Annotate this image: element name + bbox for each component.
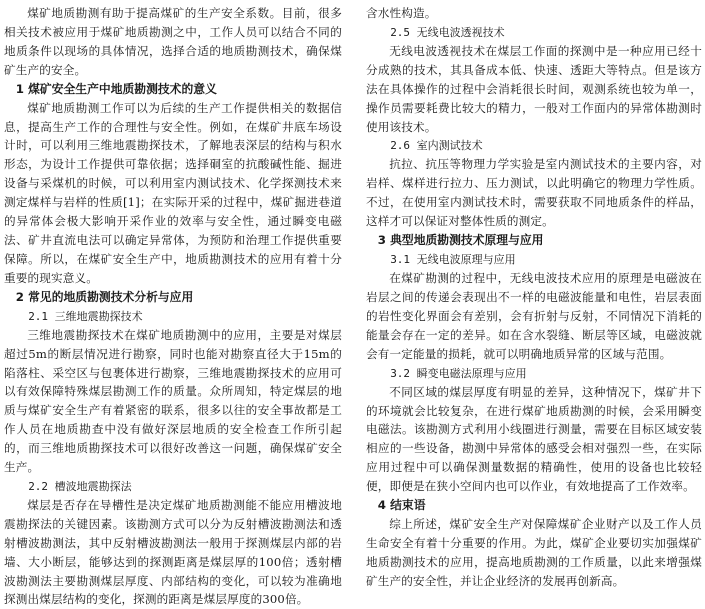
section-1-paragraph: 煤矿地质勘测工作可以为后续的生产工作提供相关的数据信息，提高生产工作的合理性与安全性。例如，在煤矿井底车场设计时，可以利用三维地震勘探技术，了解地表深层的结构与积水形态，为设计工作提供可靠依据；选择硐室的抗酸碱性能、掘进设备与采煤机的时候，可以利用室内测试技术、化学探测技术来测定煤样与岩样的性质[1]；在实际开采的过程中，煤矿掘进巷道的异常体会极大影响开采作业的效率与安全性，通过瞬变电磁法、矿井直流电法可以确定异常体，为预防和治理工作提供重要保障。所以，在煤矿安全生产中，地质勘测技术的应用有着十分重要的现实意义。 bbox=[4, 100, 342, 285]
section-2-heading: 2 常见的地质勘测技术分析与应用 bbox=[15, 289, 194, 304]
section-2-6-heading: 2.6 室内测试技术 bbox=[390, 139, 483, 153]
left-column bbox=[4, 4, 342, 609]
section-2-5-heading: 2.5 无线电波透视技术 bbox=[390, 25, 505, 39]
intro-paragraph: 煤矿地质勘测有助于提高煤矿的生产安全系数。目前，很多相关技术被应用于煤矿地质勘测之中，工作人员可以结合不同的地质条件以现场的具体情况，选择合适的地质勘测技术，确保煤矿生产的安全。 bbox=[4, 6, 342, 77]
section-2-1-paragraph: 三维地震勘探技术在煤矿地质勘测中的应用，主要是对煤层超过5m的断层情况进行勘察，同时也能对勘察直径大于15m的陷落柱、采空区与包裹体进行勘察，三维地震勘探技术的应用可以有效保障特殊煤层勘测工作的质量。众所周知，特定煤层的地质与煤矿安全生产有着紧密的联系，很多以往的安全事故都是工作人员在地质勘查中没有做好深层地质的安全检查工作所引起的，而三维地质勘探技术可以很好改善这一问题，确保煤矿安全生产。 bbox=[4, 327, 342, 475]
carryover-text: 含水性构造。 bbox=[366, 6, 437, 20]
right-column bbox=[366, 4, 702, 591]
section-3-1-heading: 3.1 无线电波原理与应用 bbox=[390, 253, 516, 267]
section-2-2-paragraph: 煤层是否存在导槽性是决定煤矿地质勘测能不能应用槽波地震勘探法的关键因素。该勘测方式可以分为反射槽波勘测法和透射槽波勘测法，其中反射槽波勘测法一般用于探测煤层内部的岩墙、大小断层，能够达到的探测距离是煤层厚的100倍；透射槽波勘测法主要勘测煤层厚度、内部结构的变化，可以较为准确地探测出煤层结构的变化，探测的距离是煤层厚度的300倍。 bbox=[4, 497, 342, 607]
section-2-5-paragraph: 无线电波透视技术在煤层工作面的探测中是一种应用已经十分成熟的技术，其具备成本低、快速、透距大等特点。但是该方法在具体操作的过程中会消耗很长时间，观测系统也较为单一，操作员需要耗费比较大的精力，一般对工作面内的异常体勘测时使用该技术。 bbox=[366, 43, 702, 134]
section-3-heading: 3 典型地质勘测技术原理与应用 bbox=[377, 233, 544, 248]
section-4-heading: 4 结束语 bbox=[377, 498, 426, 513]
section-3-1-paragraph: 在煤矿勘测的过程中，无线电波技术应用的原理是电磁波在岩层之间的传递会表现出不一样的电磁波能量和电性，岩层表面的岩性变化界面会有差别，会有折射与反射，不同情况下消耗的能量会存在一定的差异。如在含水裂缝、断层等区域，电磁波就会有一定能量的损耗，就可以明确地质异常的区域与范围。 bbox=[366, 271, 702, 361]
section-1-heading: 1 煤矿安全生产中地质勘测技术的意义 bbox=[15, 81, 217, 96]
section-3-2-paragraph: 不同区域的煤层厚度有明显的差异，这种情况下，煤矿井下的环境就会比较复杂，在进行煤矿地质勘测的时候，会采用瞬变电磁法。该勘测方式利用小线圈进行测量，需要在目标区域安装相应的一些设备，勘测中异常体的感受会相对强烈一些，在实际应用过程中可以确保测量数据的精确性，使用的设备也比较轻便，即便是在狭小空间内也可以作业，有效地提高了工作效率。 bbox=[366, 384, 702, 494]
section-2-2-heading: 2.2 槽波地震勘探法 bbox=[28, 479, 132, 493]
section-3-2-heading: 3.2 瞬变电磁法原理与应用 bbox=[390, 366, 527, 380]
section-4-paragraph: 综上所述，煤矿安全生产对保障煤矿企业财产以及工作人员生命安全有着十分重要的作用。为此，煤矿企业要切实加强煤矿地质勘测技术的应用，提高地质勘测的工作质量，以此来增强煤矿生产的安全性，并让企业经济的发展再创新高。 bbox=[366, 517, 702, 588]
section-2-6-paragraph: 抗拉、抗压等物理力学实验是室内测试技术的主要内容，对岩样、煤样进行拉力、压力测试，以此明确它的物理力学性质。不过，在使用室内测试技术时，需要获取不同地质条件的样品，这样才可以保证对整体性质的测定。 bbox=[366, 157, 702, 229]
section-2-1-heading: 2.1 三维地震勘探技术 bbox=[28, 309, 143, 323]
